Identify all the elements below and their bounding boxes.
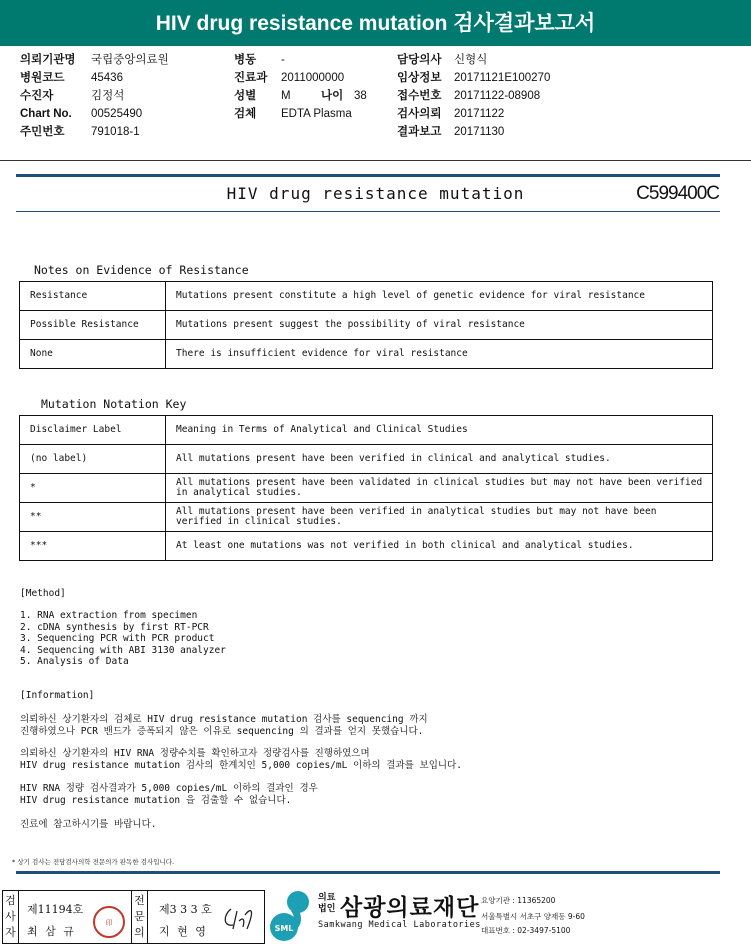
notation-text: All mutations present have been verified in clinical and analytical studies. [166,445,713,474]
report-top-rule [16,174,720,177]
information-paragraph-4: 진료에 참고하시기를 바랍니다. [20,819,157,830]
table-row [20,282,713,311]
doctor-value: 신형식 [454,54,488,66]
header-divider [0,160,751,161]
clinical-info-value: 20171121E100270 [454,72,551,84]
age-label: 나이 [321,90,344,102]
evidence-label: Possible Resistance [20,311,166,340]
sex-value: M [281,90,291,102]
receipt-no-label: 접수번호 [397,90,442,102]
specialist-name: 지 현 영 [159,925,208,938]
resident-no-value: 791018-1 [91,126,140,138]
notation-text: Meaning in Terms of Analytical and Clinical Studies [166,416,713,445]
department-label: 진료과 [234,72,268,84]
receipt-no-value: 20171122-08908 [454,90,541,102]
specialist-license-no: 제3 3 3 호 [159,903,212,916]
method-steps: 1. RNA extraction from specimen 2. cDNA synthesis by first RT-PCR 3. Sequencing PCR with PCR product 4. Sequencing with ABI 3130 analyzer 5. Analysis of Data [20,610,226,667]
resident-no-label: 주민번호 [20,126,65,138]
sml-logo-text: SML [274,924,294,933]
evidence-heading: Notes on Evidence of Resistance [34,263,249,277]
hospital-code-value: 45436 [91,72,123,84]
chart-no-value: 00525490 [91,108,143,120]
patient-name-label: 수진자 [20,90,54,102]
ward-value: - [281,54,285,66]
request-date-value: 20171122 [454,108,505,120]
notation-label: ** [20,503,166,532]
specimen-label: 검체 [234,108,257,120]
footer-rule [16,871,720,874]
request-date-label: 검사의뢰 [397,108,442,120]
evidence-label: None [20,340,166,369]
report-title-rule [16,211,720,212]
examiner-license-no: 제11194호 [27,903,84,916]
clinical-info-label: 임상정보 [397,72,442,84]
notation-label: Disclaimer Label [20,416,166,445]
patient-name-value: 김정석 [91,90,125,102]
ward-label: 병동 [234,54,257,66]
table-row [20,474,713,503]
org-phone: 대표번호 : 02-3497-5100 [481,926,571,935]
report-date-label: 결과보고 [397,126,442,138]
notation-text: At least one mutations was not verified in both clinical and analytical studies. [166,532,713,561]
report-code: C599400C [636,183,719,204]
patient-info-col1 [20,51,169,141]
examiner-seal-stamp: 印 [93,906,125,938]
information-paragraph-2: 의뢰하신 상기환자의 HIV RNA 정량수치를 확인하고자 정량검사를 진행하였으며 HIV drug resistance mutation 검사의 한계치인 5,000 copies/mL 이하의 결과를 보입니다. [20,748,462,771]
evidence-table [19,281,713,369]
patient-info-col2 [234,51,367,123]
specialist-vertical-label: 전문의 [131,891,148,943]
notation-text: All mutations present have been validated in clinical studies but may not have been verified in analytical studies. [166,474,713,503]
notation-label: (no label) [20,445,166,474]
information-paragraph-3: HIV RNA 정량 검사결과가 5,000 copies/mL 이하의 결과인 경우 HIV drug resistance mutation 을 검출할 수 없습니다. [20,783,318,806]
org-english-name: Samkwang Medical Laboratories [318,920,481,930]
table-row [20,532,713,561]
table-row [20,416,713,445]
examiner-vertical-label: 검사자 [3,891,19,943]
evidence-text: Mutations present suggest the possibility of viral resistance [166,311,713,340]
org-address: 서울특별시 서초구 양재동 9-60 [481,912,585,921]
report-date-value: 20171130 [454,126,505,138]
age-value: 38 [354,90,367,102]
specimen-value: EDTA Plasma [281,108,352,120]
requester-value: 국립중앙의료원 [91,54,169,66]
requester-label: 의뢰기관명 [20,54,76,66]
doctor-label: 담당의사 [397,54,442,66]
evidence-text: Mutations present constitute a high level of genetic evidence for viral resistance [166,282,713,311]
information-heading: [Information] [20,690,95,701]
examiner-name: 최 삼 규 [27,925,76,938]
table-row [20,503,713,532]
notation-text: All mutations present have been verified in analytical studies but may not have been verified in clinical studies. [166,503,713,532]
method-heading: [Method] [20,588,66,599]
table-row [20,340,713,369]
notation-heading: Mutation Notation Key [41,397,187,411]
org-name: 삼광의료재단 [340,894,480,920]
table-row [20,445,713,474]
report-banner-title: HIV drug resistance mutation 검사결과보고서 [0,0,751,46]
notation-label: *** [20,532,166,561]
evidence-label: Resistance [20,282,166,311]
specialist-signature-icon [221,901,259,933]
notation-label: * [20,474,166,503]
patient-info-col3 [397,51,550,141]
org-prefix: 의료 법인 [318,893,336,914]
department-value: 2011000000 [281,72,345,84]
org-facility-code: 요양기관 : 11365200 [481,896,556,905]
footnote: * 상기 검사는 전담검사의학 전문의가 판독한 검사입니다. [12,858,175,866]
signature-box [2,890,265,944]
hospital-code-label: 병원코드 [20,72,65,84]
report-title: HIV drug resistance mutation [226,184,525,203]
sml-logo-icon [268,889,316,941]
sex-label: 성별 [234,90,257,102]
chart-no-label: Chart No. [20,108,72,120]
notation-table [19,415,713,561]
information-paragraph-1: 의뢰하신 상기환자의 검체로 HIV drug resistance mutation 검사를 sequencing 까지 진행하였으나 PCR 밴드가 증폭되지 않은 이유로 sequencing 의 결과를 얻지 못했습니다. [20,714,428,737]
table-row [20,311,713,340]
evidence-text: There is insufficient evidence for viral resistance [166,340,713,369]
